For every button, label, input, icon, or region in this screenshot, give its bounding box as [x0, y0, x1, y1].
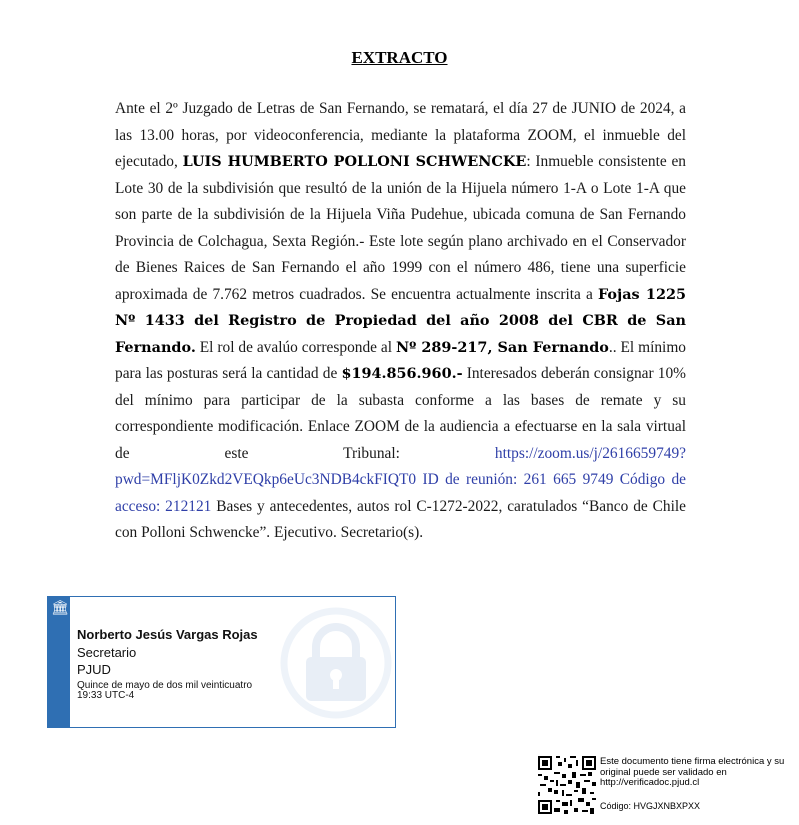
- body-text-4: .. El mínimo para las posturas será la cantidad de: [115, 338, 686, 382]
- courthouse-icon: 🏛: [51, 600, 69, 616]
- body-text-1: Ante el 2º Juzgado de Letras de San Fernando, se rematará, el día 27 de JUNIO de 2024, a las 13.00 horas, por videoconferencia, mediante la plataforma ZOOM, el inmueble del ejecutado,: [115, 100, 686, 170]
- registry-reference: Fojas 1225 Nº 1433 del Registro de Propiedad del año 2008 del CBR de San Fernando.: [115, 285, 686, 356]
- zoom-link[interactable]: https://zoom.us/j/2616659749?pwd=MFljK0Zkd2VEQkp6eUc3NDB4ckFIQT0 ID de reunión: 261 665 9749 Código de acceso: 212121: [115, 444, 686, 515]
- qr-code: [538, 756, 596, 814]
- signature-box: [47, 596, 396, 728]
- body-text-3: El rol de avalúo corresponde al: [195, 338, 396, 356]
- body-text-6: Bases y antecedentes, autos rol C-1272-2022, caratulados “Banco de Chile con Polloni Schwencke”. Ejecutivo. Secretario(s).: [115, 497, 686, 541]
- document-title: EXTRACTO: [351, 48, 448, 67]
- verification-code: Código: HVGJXNBXPXX: [600, 801, 701, 811]
- defendant-name: LUIS HUMBERTO POLLONI SCHWENCKE: [182, 153, 527, 170]
- signer-role: Secretario: [77, 645, 137, 660]
- document-body: [115, 96, 686, 547]
- signature-sidebar: [48, 597, 70, 727]
- minimum-bid: $194.856.960.-: [341, 365, 463, 382]
- lock-icon: [278, 605, 394, 721]
- verification-notice: Este documento tiene firma electrónica y su original puede ser validado en http://verificadoc.pjud.cl: [600, 756, 785, 788]
- body-text-5: Interesados deberán consignar 10% del mínimo para participar de la subasta conforme a las bases de remate y su correspondiente modificación. Enlace ZOOM de la audiencia a efectuarse en la sala virtual de este Tribunal:: [115, 365, 686, 462]
- signature-time: 19:33 UTC-4: [77, 690, 135, 701]
- signer-organization: PJUD: [77, 662, 111, 677]
- body-text-2: : Inmueble consistente en Lote 30 de la subdivisión que resultó de la unión de la Hijuela número 1-A o Lote 1-A que son parte de la subdivisión de la Hijuela Viña Pudehue, ubicada comuna de San Fernando Provincia de Colchagua, Sexta Región.- Este lote según plano archivado en el Conservador de Bienes Raices de San Fernando el año 1999 con el número 486, tiene una superficie aproximada de 7.762 metros cuadrados. Se encuentra actualmente inscrita a: [115, 153, 686, 303]
- signer-name: Norberto Jesús Vargas Rojas: [77, 627, 258, 642]
- signature-date: Quince de mayo de dos mil veinticuatro: [77, 680, 253, 691]
- appraisal-role: Nº 289-217, San Fernando: [395, 338, 609, 356]
